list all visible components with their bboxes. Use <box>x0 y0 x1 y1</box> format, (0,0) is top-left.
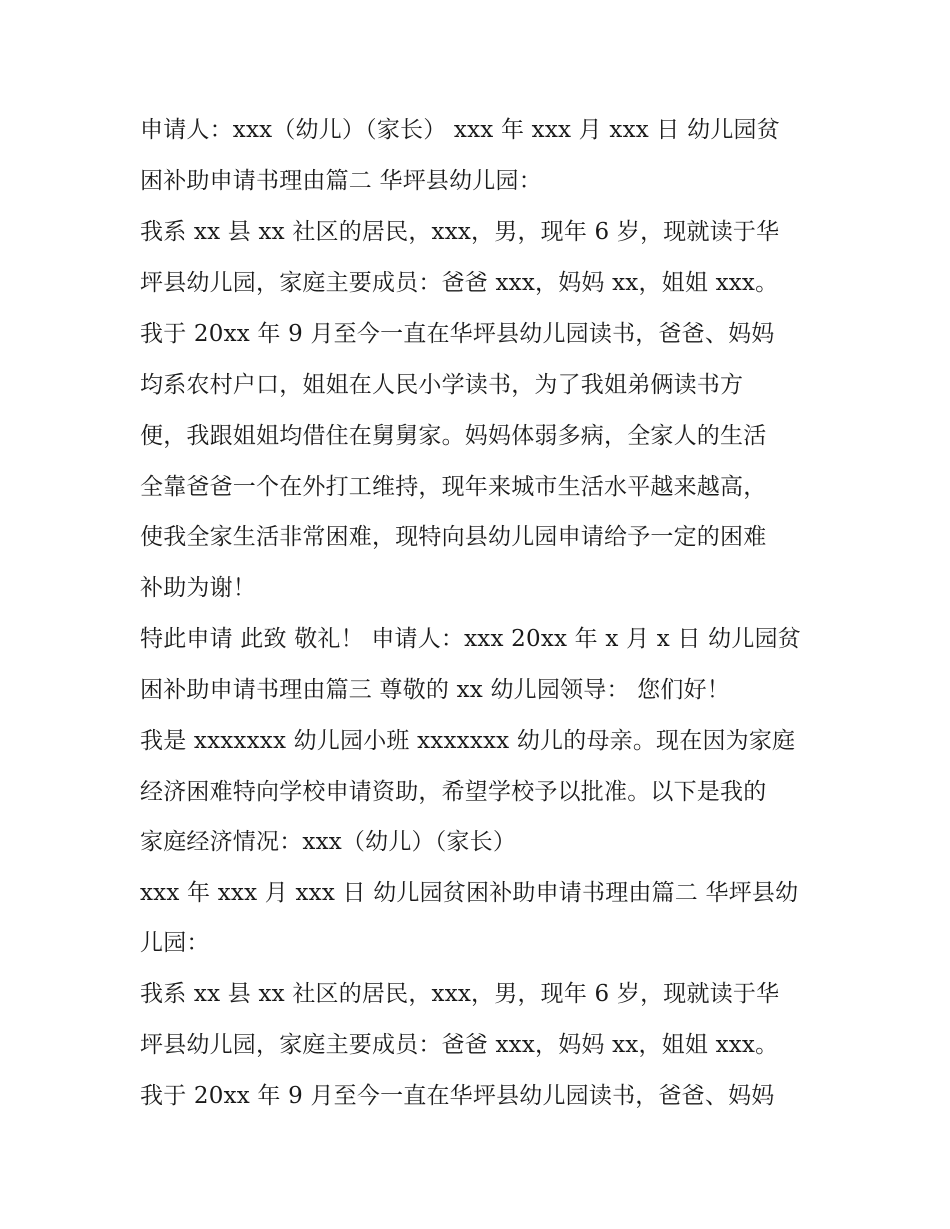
text-line: 特此申请 此致 敬礼！ 申请人：xxx 20xx 年 x 月 x 日 幼儿园贫 <box>140 626 801 652</box>
text-line: 困补助申请书理由篇三 尊敬的 xx 幼儿园领导： 您们好！ <box>140 677 730 703</box>
text-line: 经济困难特向学校申请资助，希望学校予以批准。以下是我的 <box>140 779 767 805</box>
text-line: 困补助申请书理由篇二 华坪县幼儿园： <box>140 168 542 194</box>
text-line: 我于 20xx 年 9 月至今一直在华坪县幼儿园读书，爸爸、妈妈 <box>140 1083 775 1109</box>
text-line: 便，我跟姐姐均借住在舅舅家。妈妈体弱多病，全家人的生活 <box>140 423 767 449</box>
text-line: 我系 xx 县 xx 社区的居民，xxx，男，现年 6 岁，现就读于华 <box>140 981 780 1007</box>
text-line: 我系 xx 县 xx 社区的居民，xxx，男，现年 6 岁，现就读于华 <box>140 219 780 245</box>
text-line: 儿园： <box>140 930 210 956</box>
text-line: 家庭经济情况：xxx（幼儿）（家长） <box>140 829 517 855</box>
text-line: 我是 xxxxxxx 幼儿园小班 xxxxxxx 幼儿的母亲。现在因为家庭 <box>140 728 796 754</box>
text-line: 坪县幼儿园，家庭主要成员：爸爸 xxx，妈妈 xx，姐姐 xxx。 <box>140 270 779 296</box>
text-line: 全靠爸爸一个在外打工维持，现年来城市生活水平越来越高， <box>140 474 767 500</box>
text-line: 补助为谢！ <box>140 575 256 601</box>
text-line: 我于 20xx 年 9 月至今一直在华坪县幼儿园读书，爸爸、妈妈 <box>140 321 775 347</box>
text-line: xxx 年 xxx 月 xxx 日 幼儿园贫困补助申请书理由篇二 华坪县幼 <box>140 880 799 906</box>
text-line: 坪县幼儿园，家庭主要成员：爸爸 xxx，妈妈 xx，姐姐 xxx。 <box>140 1032 779 1058</box>
text-line: 申请人：xxx（幼儿）（家长） xxx 年 xxx 月 xxx 日 幼儿园贫 <box>140 117 780 143</box>
text-line: 均系农村户口，姐姐在人民小学读书，为了我姐弟俩读书方 <box>140 372 744 398</box>
text-line: 使我全家生活非常困难，现特向县幼儿园申请给予一定的困难 <box>140 524 767 550</box>
